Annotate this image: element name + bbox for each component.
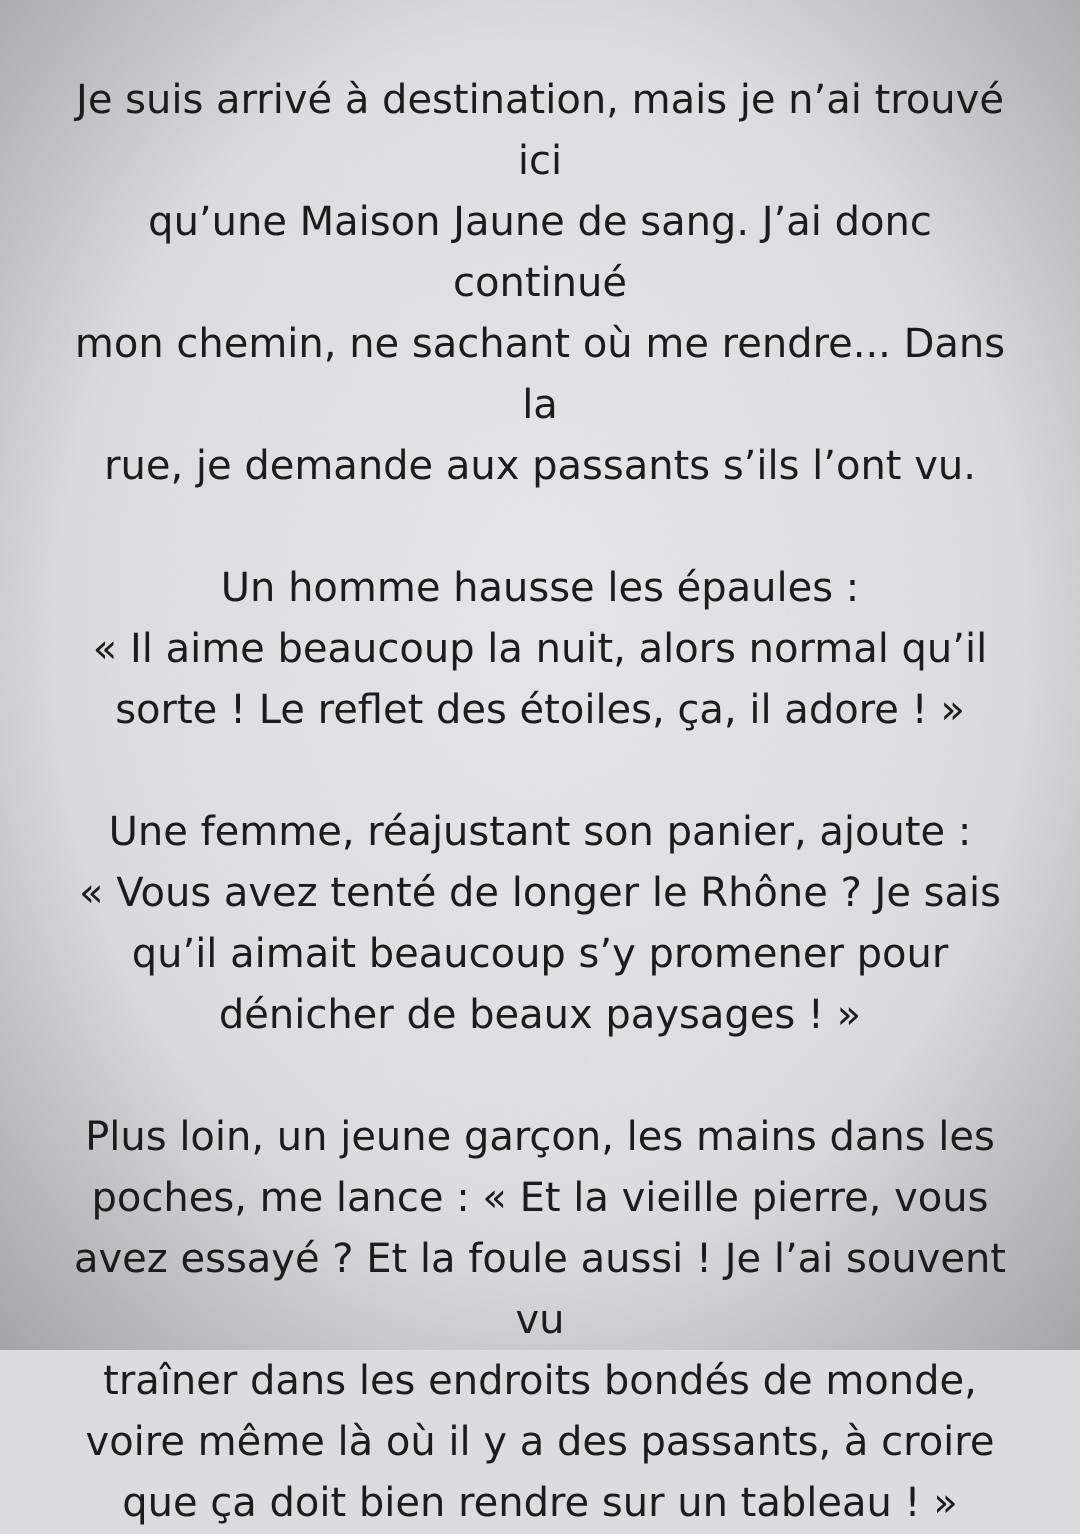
paragraph-man: Un homme hausse les épaules : « Il aime beaucoup la nuit, alors normal qu’il sorte ! Le reflet des étoiles, ça, il adore ! » — [92, 565, 988, 733]
paragraph-woman: Une femme, réajustant son panier, ajoute : « Vous avez tenté de longer le Rhône ? Je sais qu’il aimait beaucoup s’y promener pour dénicher de beaux paysages ! » — [79, 809, 1001, 1038]
paragraph-boy: Plus loin, un jeune garçon, les mains dans les poches, me lance : « Et la vieille pierre, vous avez essayé ? Et la foule aussi ! Je l’ai souvent vu traîner dans les endroits bondés de monde, voire même là où il y a des passants, à croire que ça doit bien rendre sur un tableau ! » — [74, 1114, 1006, 1526]
story-text — [60, 70, 1020, 1534]
paragraph-arrival: Je suis arrivé à destination, mais je n’ai trouvé ici qu’une Maison Jaune de sang. J’ai donc continué mon chemin, ne sachant où me rendre... Dans la rue, je demande aux passants s’ils l’ont vu. — [74, 77, 1006, 489]
